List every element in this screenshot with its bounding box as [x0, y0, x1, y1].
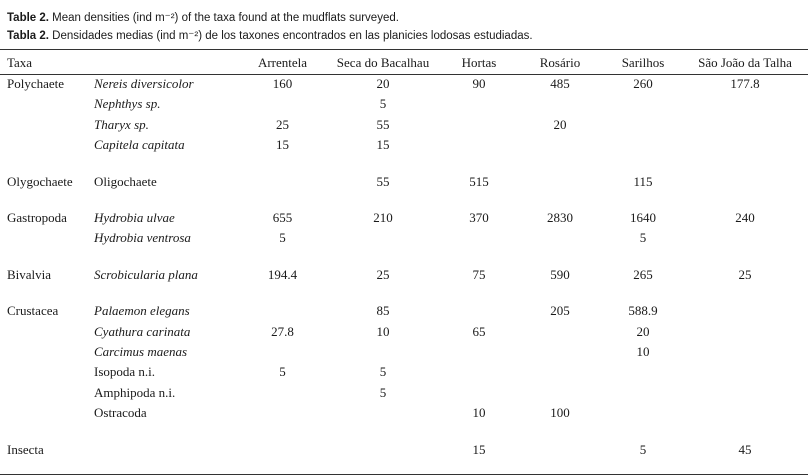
- value-cell: 5: [379, 364, 387, 380]
- column-header: Taxa: [7, 55, 33, 70]
- table-row: [0, 265, 808, 285]
- value-cell: [442, 383, 516, 403]
- value-cell: [516, 342, 604, 362]
- value-cell: [516, 172, 604, 192]
- value-cell: [241, 440, 324, 460]
- value-cell: [516, 322, 604, 342]
- value-cell: 100: [550, 405, 570, 421]
- value-cell: [604, 135, 682, 155]
- value-cell: 205: [550, 303, 570, 319]
- group-spacer: [0, 424, 808, 440]
- value-cell: 90: [472, 76, 486, 91]
- value-cell: [682, 322, 808, 342]
- value-cell: 265: [633, 266, 653, 282]
- taxon-cell: Oligochaete: [94, 173, 157, 189]
- value-cell: [604, 362, 682, 382]
- value-cell: [682, 172, 808, 192]
- taxon-cell: Amphipoda n.i.: [94, 384, 176, 400]
- value-cell: 10: [472, 405, 486, 421]
- value-cell: [324, 228, 442, 248]
- value-cell: 370: [469, 210, 489, 226]
- group-cell: [0, 228, 93, 248]
- value-cell: [241, 94, 324, 114]
- value-cell: [241, 342, 324, 362]
- table-row: [0, 362, 808, 382]
- table-caption-english: [7, 10, 399, 24]
- taxon-cell: Hydrobia ulvae: [94, 210, 175, 226]
- value-cell: [442, 135, 516, 155]
- value-cell: 210: [373, 210, 393, 226]
- value-cell: [241, 172, 324, 192]
- value-cell: [682, 228, 808, 248]
- group-cell: [0, 383, 93, 403]
- group-cell: [0, 403, 93, 423]
- value-cell: [442, 342, 516, 362]
- value-cell: [516, 135, 604, 155]
- value-cell: 27.8: [271, 323, 294, 339]
- taxon-cell: Capitela capitata: [94, 137, 185, 153]
- value-cell: 1640: [630, 210, 656, 226]
- table-row: [0, 135, 808, 155]
- table-row: [0, 342, 808, 362]
- value-cell: 485: [550, 76, 570, 91]
- value-cell: [682, 383, 808, 403]
- value-cell: [682, 342, 808, 362]
- bottom-rule: [0, 474, 808, 475]
- group-spacer: [0, 192, 808, 208]
- taxon-cell: Scrobicularia plana: [94, 266, 198, 282]
- taxon-cell: Cyathura carinata: [94, 323, 191, 339]
- value-cell: [241, 403, 324, 423]
- value-cell: [604, 94, 682, 114]
- value-cell: [324, 342, 442, 362]
- density-table: [0, 52, 808, 460]
- value-cell: 20: [636, 323, 650, 339]
- value-cell: 75: [472, 266, 486, 282]
- group-cell: [0, 94, 93, 114]
- column-header: Rosário: [539, 55, 581, 70]
- value-cell: 55: [376, 173, 390, 189]
- column-header: São João da Talha: [698, 55, 792, 70]
- value-cell: 55: [376, 116, 390, 132]
- value-cell: 194.4: [267, 266, 298, 282]
- table-body: [0, 74, 808, 460]
- value-cell: 20: [376, 76, 390, 91]
- value-cell: 5: [279, 364, 286, 380]
- group-cell: [0, 135, 93, 155]
- value-cell: [516, 94, 604, 114]
- column-header: [93, 52, 241, 74]
- group-cell: [0, 322, 93, 342]
- value-cell: 177.8: [730, 76, 760, 91]
- group-cell: Gastropoda: [7, 210, 67, 226]
- value-cell: 85: [376, 303, 390, 319]
- value-cell: 15: [472, 441, 486, 457]
- value-cell: [241, 383, 324, 403]
- value-cell: 515: [469, 173, 489, 189]
- value-cell: [604, 383, 682, 403]
- group-cell: [0, 342, 93, 362]
- group-cell: Polychaete: [7, 76, 65, 91]
- value-cell: 5: [379, 384, 387, 400]
- value-cell: 655: [272, 210, 293, 226]
- value-cell: 25: [376, 266, 390, 282]
- value-cell: [682, 301, 808, 321]
- value-cell: 2830: [547, 210, 573, 226]
- value-cell: 260: [633, 76, 653, 91]
- table-row: [0, 172, 808, 192]
- value-cell: 10: [636, 344, 650, 360]
- value-cell: [682, 135, 808, 155]
- spacer-cell: [0, 156, 808, 172]
- table-row: [0, 301, 808, 321]
- column-header: Sarilhos: [621, 55, 665, 70]
- group-cell: Olygochaete: [7, 173, 73, 189]
- group-cell: Bivalvia: [7, 266, 52, 282]
- table-row: [0, 440, 808, 460]
- value-cell: 5: [639, 230, 647, 246]
- value-cell: 10: [376, 323, 390, 339]
- group-spacer: [0, 156, 808, 172]
- value-cell: 588.9: [628, 303, 658, 319]
- value-cell: [241, 301, 324, 321]
- column-header: Hortas: [461, 55, 497, 70]
- value-cell: 590: [550, 266, 570, 282]
- value-cell: 45: [738, 441, 752, 457]
- value-cell: [442, 94, 516, 114]
- value-cell: 5: [379, 96, 387, 112]
- value-cell: 15: [276, 137, 289, 153]
- value-cell: [516, 440, 604, 460]
- spacer-cell: [0, 424, 808, 440]
- table-caption-spanish: [7, 28, 533, 42]
- value-cell: [516, 383, 604, 403]
- group-cell: Crustacea: [7, 303, 59, 319]
- group-cell: [0, 115, 93, 135]
- value-cell: [324, 440, 442, 460]
- taxon-cell: Nephthys sp.: [94, 96, 161, 112]
- table-row: [0, 322, 808, 342]
- group-cell: [0, 362, 93, 382]
- caption-text: Densidades medias (ind m⁻²) de los taxones encontrados en las planicies lodosas estudiadas.: [48, 30, 533, 42]
- column-header: Arrentela: [257, 55, 308, 70]
- value-cell: [604, 115, 682, 135]
- top-rule: [0, 49, 808, 50]
- table-row: [0, 383, 808, 403]
- spacer-cell: [0, 192, 808, 208]
- taxon-cell: Tharyx sp.: [94, 116, 149, 132]
- value-cell: [442, 115, 516, 135]
- taxon-cell: Carcimus maenas: [94, 344, 188, 360]
- value-cell: 5: [279, 230, 286, 246]
- group-spacer: [0, 285, 808, 301]
- spacer-cell: [0, 249, 808, 265]
- table-row: [0, 403, 808, 423]
- table-row: [0, 228, 808, 248]
- header-row: [0, 52, 808, 74]
- value-cell: 115: [633, 173, 653, 189]
- value-cell: 25: [276, 116, 289, 132]
- value-cell: [442, 301, 516, 321]
- value-cell: 160: [272, 76, 293, 91]
- taxon-cell: Isopoda n.i.: [94, 364, 156, 380]
- value-cell: [442, 362, 516, 382]
- caption-label: Tabla 2.: [7, 30, 49, 42]
- value-cell: [682, 115, 808, 135]
- value-cell: [682, 403, 808, 423]
- value-cell: 25: [738, 266, 752, 282]
- value-cell: [682, 94, 808, 114]
- taxon-cell: Palaemon elegans: [94, 303, 190, 319]
- value-cell: 15: [376, 137, 390, 153]
- value-cell: [682, 362, 808, 382]
- value-cell: 240: [735, 210, 755, 226]
- taxon-cell: [93, 440, 241, 460]
- group-spacer: [0, 249, 808, 265]
- table-row: [0, 94, 808, 114]
- table-row: [0, 115, 808, 135]
- taxon-cell: Ostracoda: [94, 405, 147, 421]
- table-row: [0, 74, 808, 94]
- taxon-cell: Nereis diversicolor: [94, 76, 194, 91]
- column-header: Seca do Bacalhau: [336, 55, 430, 70]
- value-cell: 5: [639, 441, 647, 457]
- value-cell: [516, 362, 604, 382]
- group-cell: Insecta: [7, 441, 44, 457]
- value-cell: 65: [472, 323, 486, 339]
- value-cell: [324, 403, 442, 423]
- value-cell: [442, 228, 516, 248]
- table-row: [0, 208, 808, 228]
- value-cell: [604, 403, 682, 423]
- caption-label: Table 2.: [7, 12, 49, 24]
- value-cell: 20: [553, 116, 567, 132]
- taxon-cell: Hydrobia ventrosa: [94, 230, 191, 246]
- caption-text: Mean densities (ind m⁻²) of the taxa found at the mudflats surveyed.: [48, 12, 399, 24]
- spacer-cell: [0, 285, 808, 301]
- value-cell: [516, 228, 604, 248]
